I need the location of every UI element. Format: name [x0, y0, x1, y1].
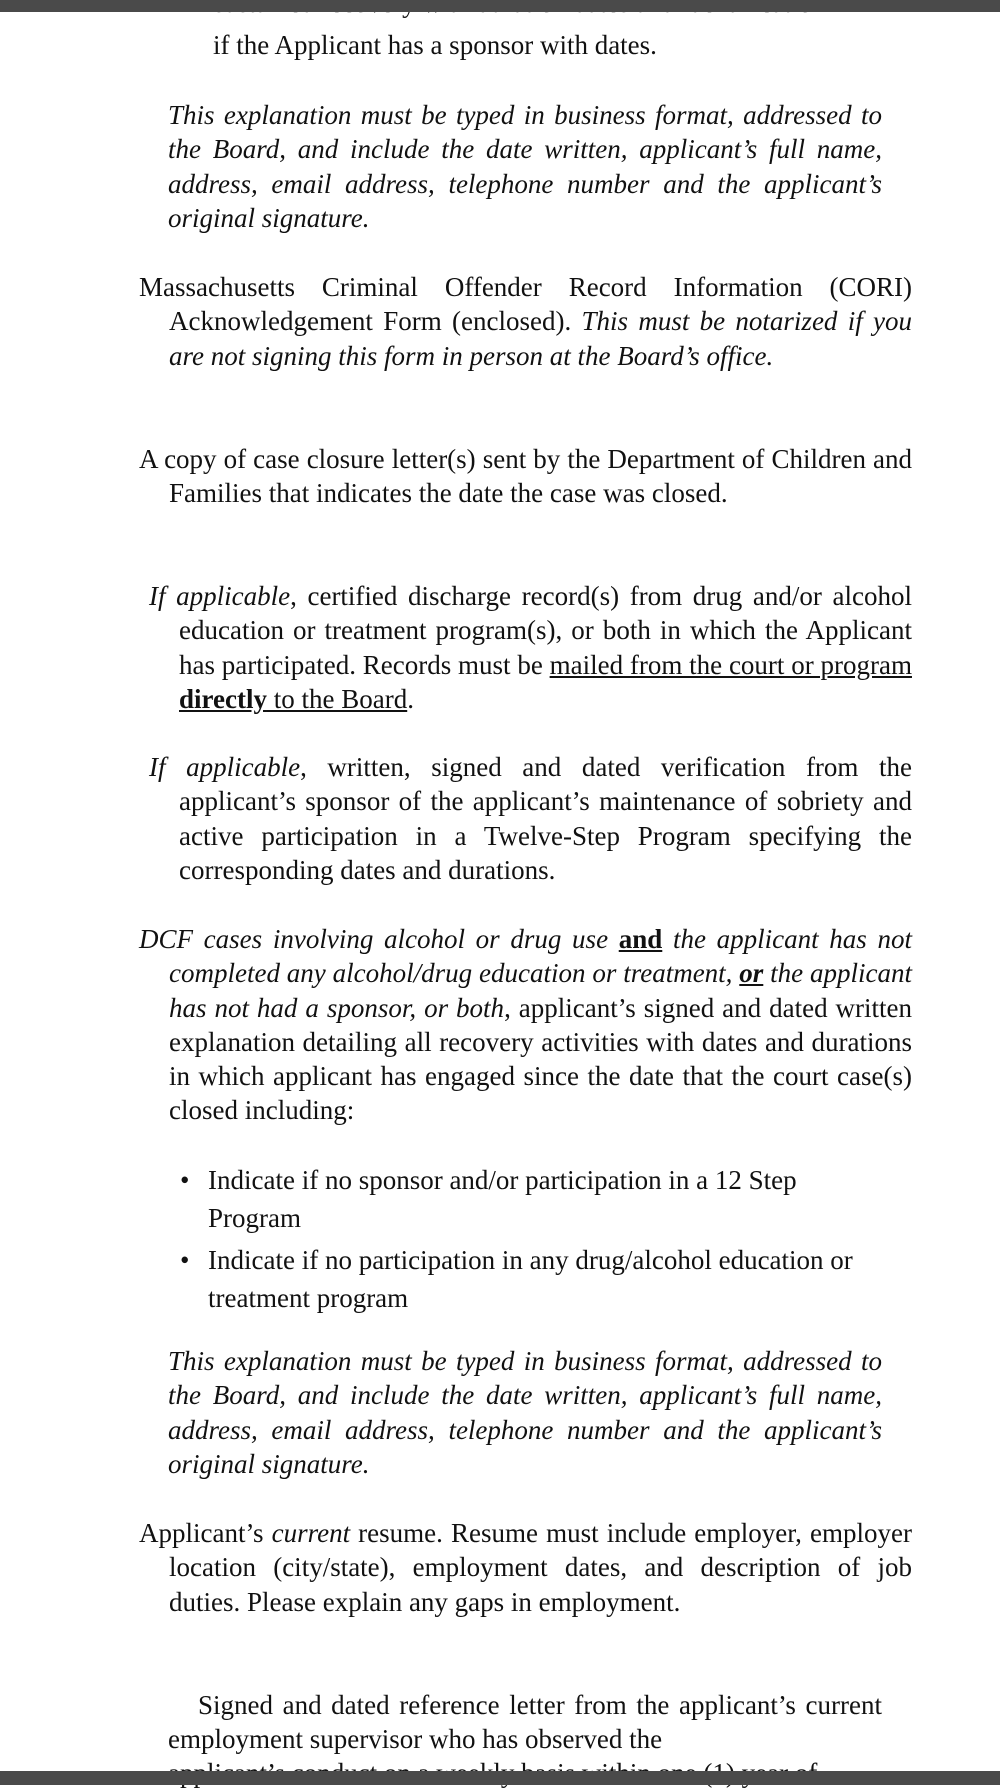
list-item: • Indicate if no sponsor and/or participation in a 12 Step Program [180, 1161, 880, 1237]
dcf-bullet-list [180, 1161, 880, 1321]
bullet-icon: • [180, 1165, 190, 1195]
dcf-cases-item: DCF cases involving alcohol or drug use and the applicant has not completed any alcohol/drug education or treatment, or the applicant has not had a sponsor, or both, applicant’s signed and dated written explanation detailing all recovery activities with dates and durations in which applicant has engaged since the date that the court case(s) closed including: [139, 924, 913, 1126]
reference-letter-item: Signed and dated reference letter from the applicant’s current employment supervisor who has observed the [168, 1690, 882, 1755]
discharge-record-item: If applicable, certified discharge record(s) from drug and/or alcohol education or treatment program(s), or both in which the Applicant has participated. Records must be mailed from the court or program directly to the Board. [149, 581, 912, 714]
dcf-closure-item: A copy of case closure letter(s) sent by the Department of Children and Families that indicates the date the case was closed. [139, 444, 912, 509]
sponsor-dates-line: if the Applicant has a sponsor with dates. [213, 30, 657, 60]
explanation-note-2: This explanation must be typed in business format, addressed to the Board, and include the date written, applicant’s full name, address, email address, telephone number and the applicant’s original signature. [168, 1346, 882, 1479]
bullet-icon: • [180, 1245, 190, 1275]
sponsor-verification-item: If applicable, written, signed and dated verification from the applicant’s sponsor of the applicant’s maintenance of sobriety and active participation in a Twelve-Step Program specifying the corresponding dates and durations. [149, 752, 912, 885]
cori-item: Massachusetts Criminal Offender Record Information (CORI) Acknowledgement Form (enclosed). This must be notarized if you are not signing this form in person at the Board’s office. [139, 272, 913, 371]
explanation-note-1: This explanation must be typed in business format, addressed to the Board, and include the date written, applicant’s full name, address, email address, telephone number and the applicant’s original signature. [168, 100, 882, 233]
bottom-scroll-bar [0, 1771, 1000, 1785]
partial-bottom-line [168, 1756, 882, 1771]
top-scroll-bar [0, 0, 1000, 12]
list-item: • Indicate if no participation in any drug/alcohol education or treatment program [180, 1241, 880, 1317]
resume-item: Applicant’s current resume. Resume must include employer, employer location (city/state), employment dates, and description of job duties. Please explain any gaps in employment. [139, 1518, 912, 1617]
